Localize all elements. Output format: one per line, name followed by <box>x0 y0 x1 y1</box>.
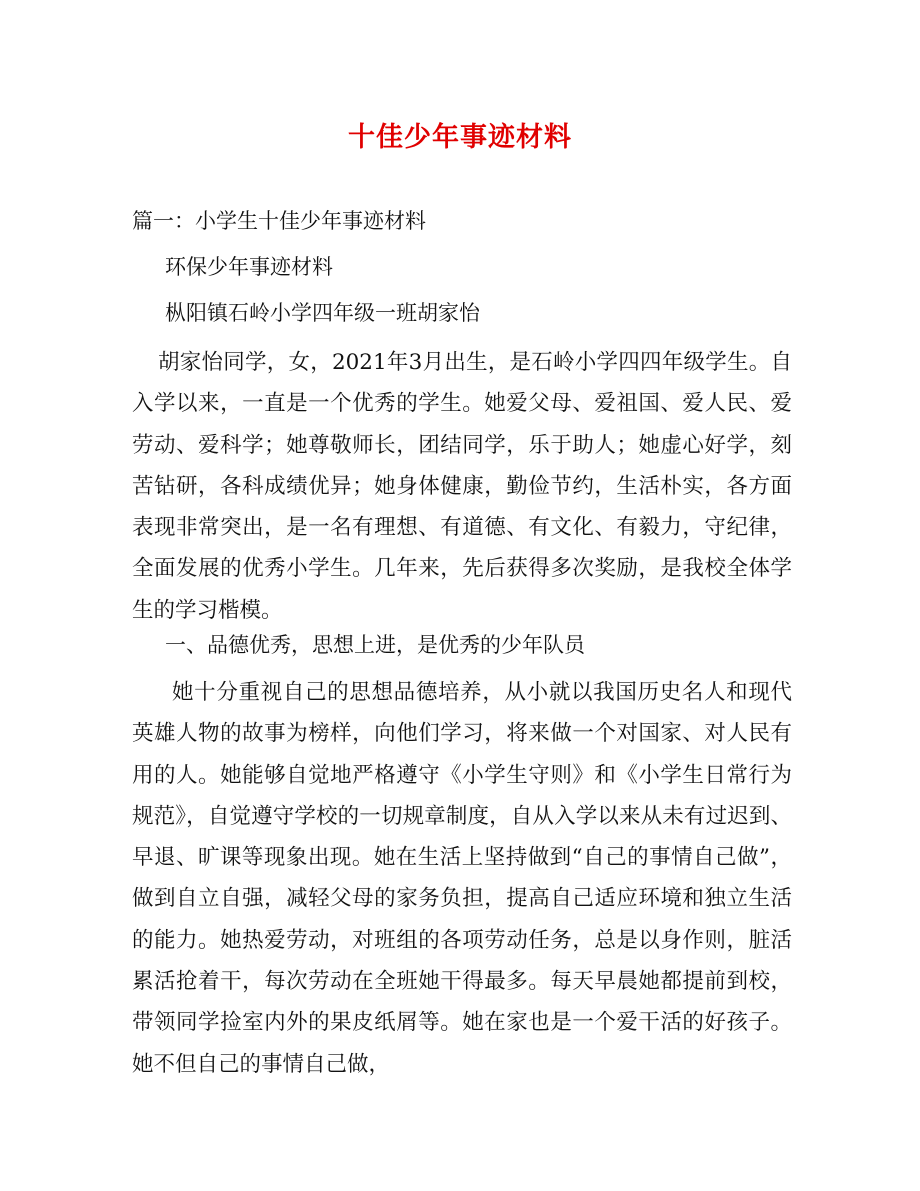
point-one-paragraph: 她十分重视自己的思想品德培养，从小就以我国历史名人和现代英雄人物的故事为榜样，向他们学习，将来做一个对国家、对人民有用的人。她能够自觉地严格遵守《小学生守则》和《小学生日常行为规范》，自觉遵守学校的一切规章制度，自从入学以来从未有过迟到、早退、旷课等现象出现。她在生活上坚持做到“自己的事情自己做”，做到自立自强，减轻父母的家务负担，提高自己适应环境和独立生活的能力。她热爱劳动，对班组的各项劳动任务，总是以身作则，脏活累活抢着干，每次劳动在全班她干得最多。每天早晨她都提前到校，带领同学捡室内外的果皮纸屑等。她在家也是一个爱干活的好孩子。她不但自己的事情自己做， <box>132 680 792 1077</box>
section-heading: 篇一：小学生十佳少年事迹材料 <box>132 209 426 233</box>
author-line: 枞阳镇石岭小学四年级一班胡家怡 <box>165 301 480 325</box>
subtitle: 环保少年事迹材料 <box>165 255 333 279</box>
point-one-heading: 一、品德优秀，思想上进，是优秀的少年队员 <box>165 633 585 657</box>
document-title: 十佳少年事迹材料 <box>348 122 572 153</box>
intro-paragraph: 胡家怡同学，女，2021年3月出生，是石岭小学四四年级学生。自入学以来，一直是一个优秀的学生。她爱父母、爱祖国、爱人民、爱劳动、爱科学；她尊敬师长，团结同学，乐于助人；她虚心好学，刻苦钻研，各科成绩优异；她身体健康，勤俭节约，生活朴实，各方面表现非常突出，是一名有理想、有道德、有文化、有毅力，守纪律，全面发展的优秀小学生。几年来，先后获得多次奖励，是我校全体学生的学习楷模。 <box>132 350 792 623</box>
